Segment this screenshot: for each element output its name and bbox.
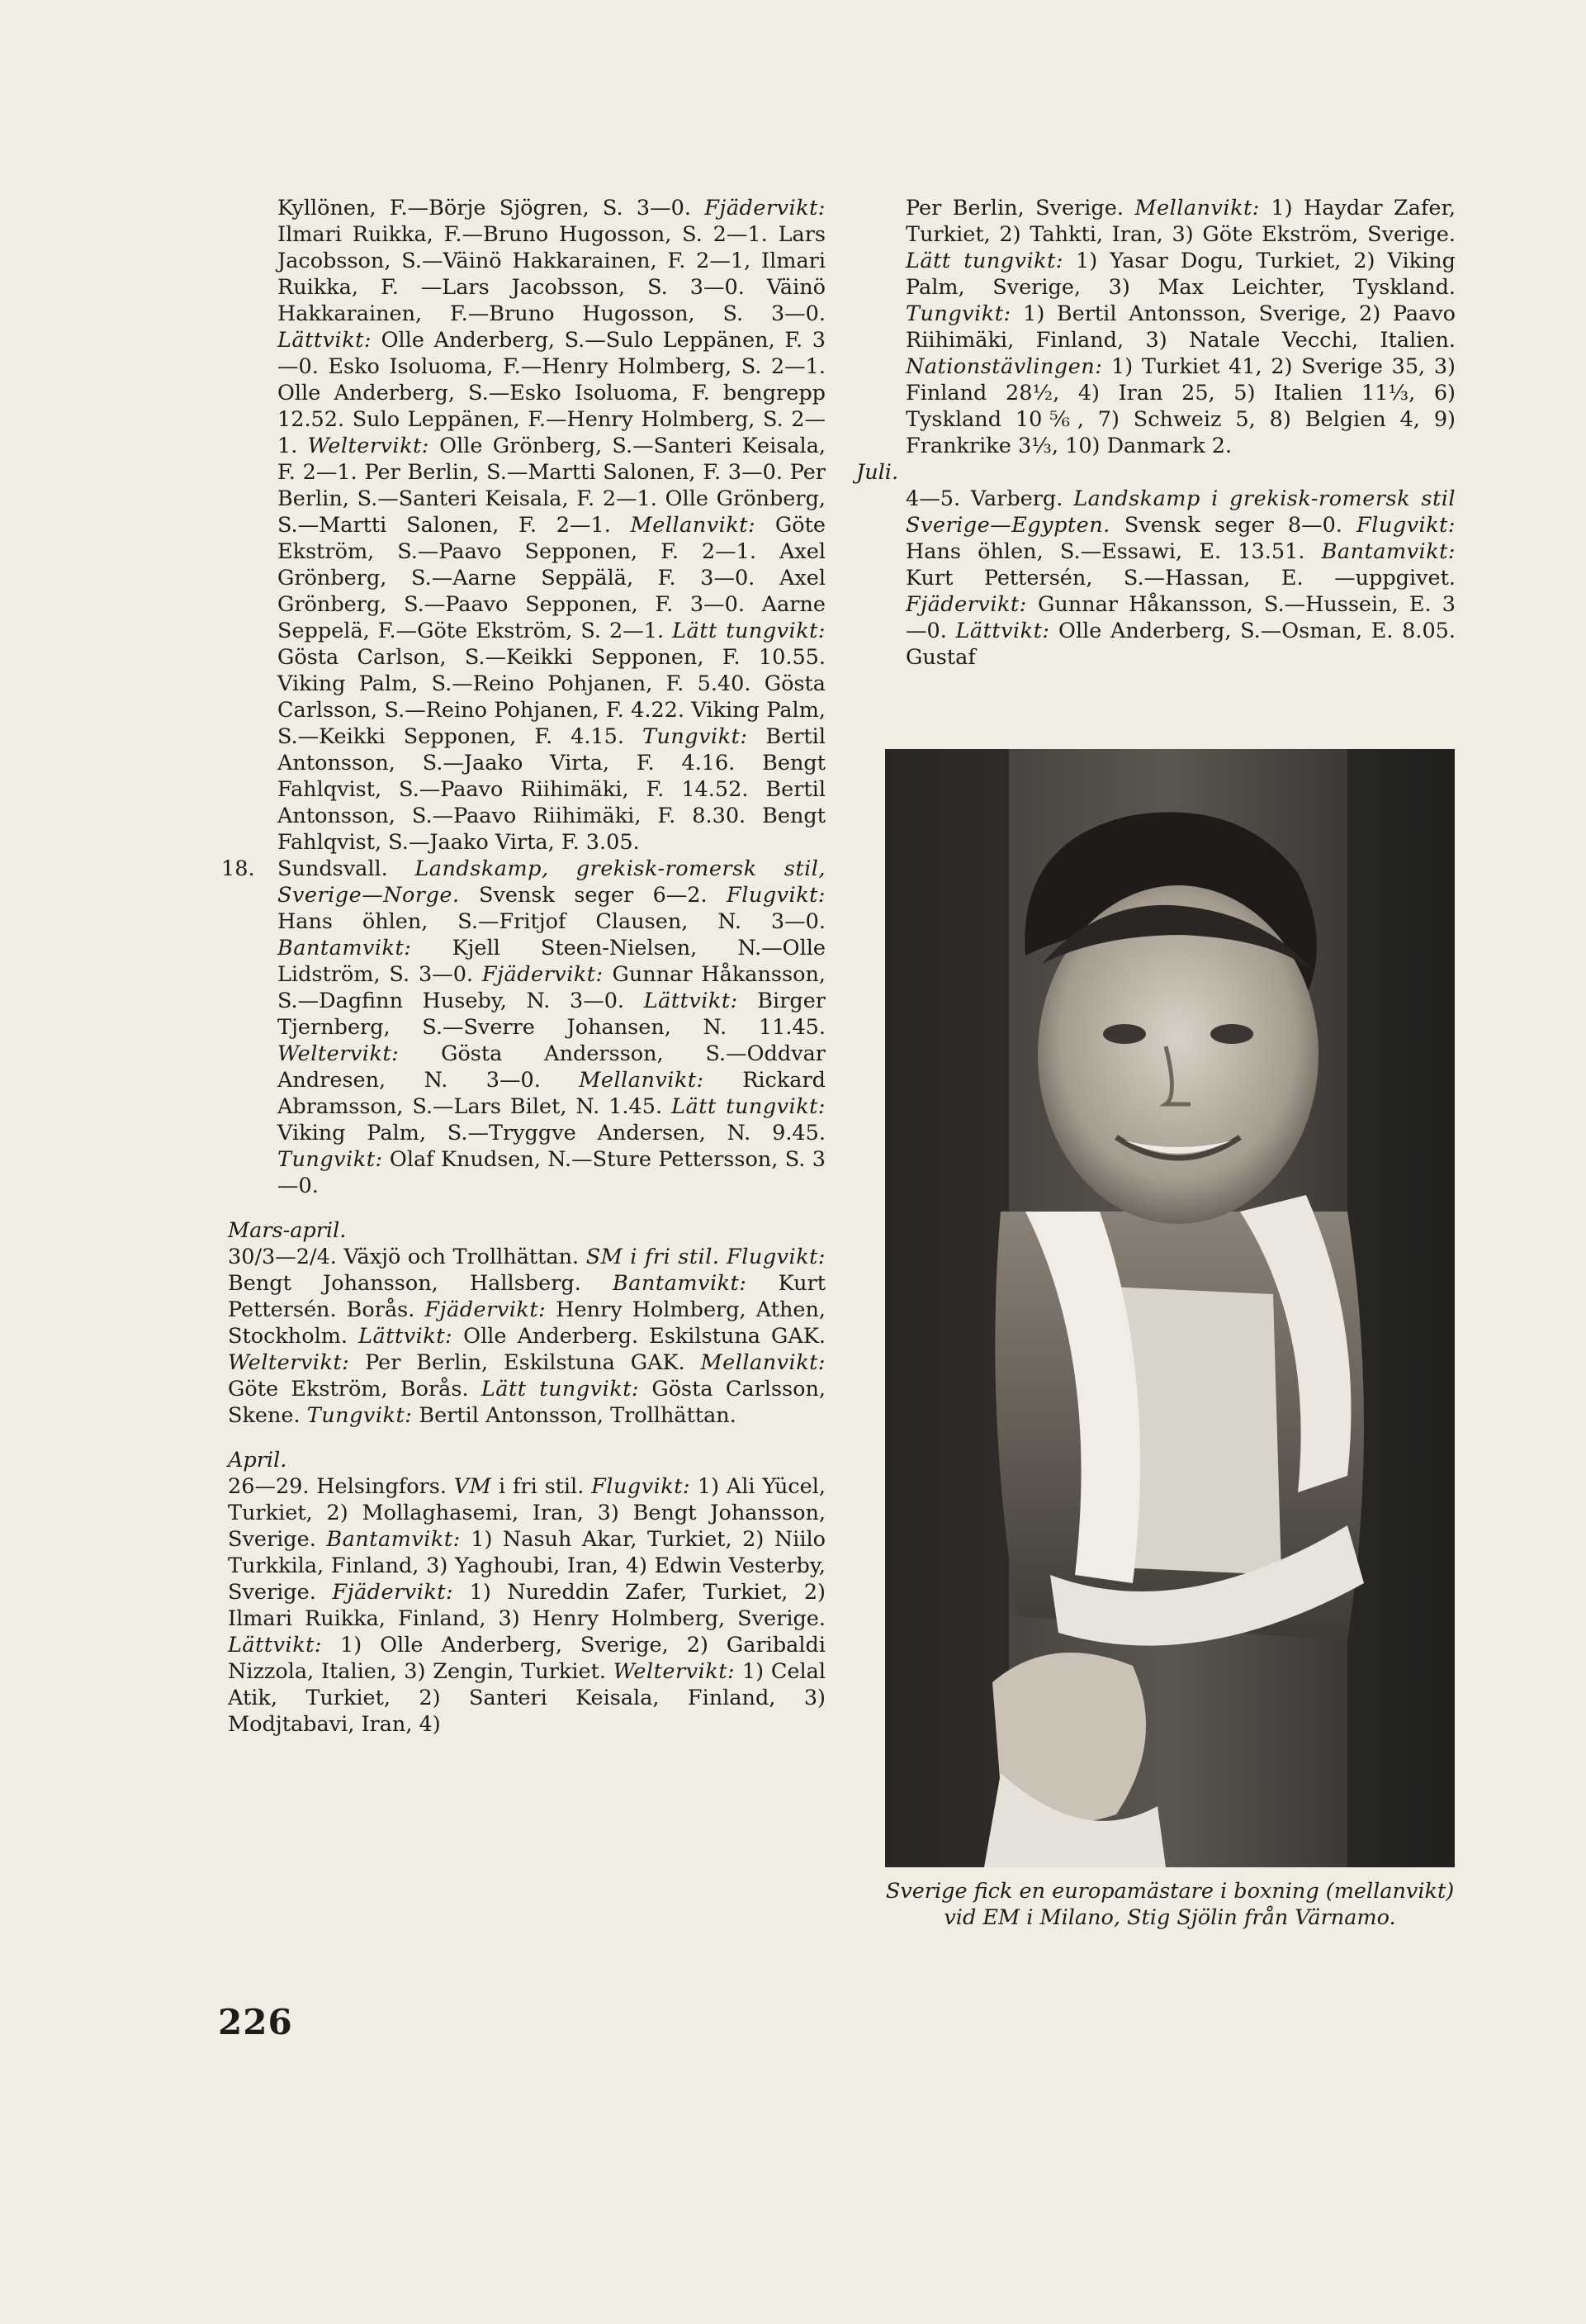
italic-run: Mellanvikt: bbox=[579, 1068, 704, 1093]
text-run: 30/3—2/4. Växjö och Trollhättan. bbox=[228, 1245, 586, 1269]
boxer-photo-image bbox=[885, 749, 1455, 1867]
text-run: Gösta Carlsson, Skene. bbox=[228, 1377, 826, 1428]
text-run: Gösta Andersson, S.—Oddvar Andresen, N. 3—0. bbox=[277, 1041, 826, 1093]
italic-run: Lätt tungvikt: bbox=[671, 1094, 826, 1119]
text-run: Kjell Steen-Nielsen, N.—Olle Lidström, S. 3—0. bbox=[277, 936, 826, 987]
italic-run: Lätt tungvikt: bbox=[672, 619, 826, 643]
text-run: 4—5. Varberg. bbox=[906, 486, 1074, 511]
text-run: Svensk seger 8—0. bbox=[1110, 513, 1357, 538]
italic-run: Lättvikt: bbox=[228, 1633, 322, 1658]
text-run: Bertil Antonsson, S.—Jaako Virta, F. 4.16. Bengt Fahlqvist, S.—Paavo Riihimäki, F. 14.52. Bertil Antonsson, S.—Paavo Riihimäki, F. 8.30. Bengt Fahlqvist, S.—Jaako Virta, F. 3.05. bbox=[277, 724, 826, 855]
text-run: Ilmari Ruikka, F.—Bruno Hugosson, S. 2—1. Lars Jacobsson, S.—Väinö Hakkarainen, F. 2—1, Ilmari Ruikka, F. —Lars Jacobsson, S. 3—0. Väinö Hakkarainen, F.—Bruno Hugosson, S. 3—0. bbox=[277, 222, 826, 326]
month-heading-april: April. bbox=[228, 1448, 287, 1473]
text-run: Olle Anderberg, S.—Sulo Leppänen, F. 3—0. Esko Isoluoma, F.—Henry Holmberg, S. 2—1. Olle Anderberg, S.—Esko Isoluoma, F. bengrepp 12.52. Sulo Leppänen, F.—Henry Holmberg, S. 2—1. bbox=[277, 328, 826, 458]
photo-caption: Sverige fick en europamästare i boxning (mellanvikt) vid EM i Milano, Stig Sjölin från Värnamo. bbox=[885, 1879, 1455, 1930]
italic-run: Landskamp i grekisk-romersk stil Sverige—Egypten. bbox=[906, 486, 1456, 538]
italic-run: Bantamvikt: bbox=[1321, 539, 1456, 564]
italic-run: Lättvikt: bbox=[643, 989, 738, 1013]
italic-run: Tungvikt: bbox=[277, 1147, 383, 1172]
text-run: Bertil Antonsson, Trollhättan. bbox=[412, 1403, 736, 1428]
entry-date: 18. bbox=[221, 856, 255, 881]
italic-run: Lättvikt: bbox=[358, 1324, 453, 1349]
month-heading-mars-april: Mars-april. bbox=[228, 1218, 347, 1243]
text-run: Olle Anderberg, S.—Osman, E. 8.05. Gustaf bbox=[906, 619, 1456, 670]
entry-4-5-varberg bbox=[906, 486, 1456, 671]
text-run: 1) Celal Atik, Turkiet, 2) Santeri Keisala, Finland, 3) Modjtabavi, Iran, 4) bbox=[228, 1659, 826, 1737]
text-run: Kurt Pettersén. Borås. bbox=[228, 1271, 826, 1322]
italic-run: Fjädervikt: bbox=[481, 962, 604, 987]
text-run: Hans öhlen, S.—Essawi, E. 13.51. bbox=[906, 539, 1322, 564]
italic-run: Mellanvikt: bbox=[1134, 196, 1260, 221]
text-run: Per Berlin, Sverige. bbox=[906, 196, 1135, 221]
text-run: Kyllönen, F.—Börje Sjögren, S. 3—0. bbox=[277, 196, 705, 221]
italic-run: Lätt tungvikt: bbox=[481, 1377, 640, 1402]
italic-run: Landskamp, grekisk-romersk stil, Sverige—Norge. bbox=[277, 856, 826, 908]
month-heading-juli: Juli. bbox=[856, 460, 899, 485]
italic-run: Bantamvikt: bbox=[613, 1271, 747, 1296]
text-run bbox=[720, 1245, 727, 1269]
italic-run: Fjädervikt: bbox=[424, 1297, 547, 1322]
italic-run: Weltervikt: bbox=[613, 1659, 736, 1684]
text-run: 1) Bertil Antonsson, Sverige, 2) Paavo Riihimäki, Finland, 3) Natale Vecchi, Italien. bbox=[906, 301, 1456, 353]
text-run: Svensk seger 6—2. bbox=[459, 883, 727, 908]
italic-run: Lättvikt: bbox=[955, 619, 1050, 643]
text-run: Bengt Johansson, Hallsberg. bbox=[228, 1271, 613, 1296]
text-run: Rickard Abramsson, S.—Lars Bilet, N. 1.45. bbox=[277, 1068, 826, 1119]
text-run: 1) Nasuh Akar, Turkiet, 2) Niilo Turkkila, Finland, 3) Yaghoubi, Iran, 4) Edwin Vesterby, Sverige. bbox=[228, 1527, 826, 1605]
italic-run: Mellanvikt: bbox=[630, 513, 756, 538]
text-run: Gunnar Håkansson, S.—Hussein, E. 3—0. bbox=[906, 592, 1456, 643]
text-run: Per Berlin, Eskilstuna GAK. bbox=[349, 1350, 701, 1375]
text-run: 1) Haydar Zafer, Turkiet, 2) Tahkti, Iran, 3) Göte Ekström, Sverige. bbox=[906, 196, 1456, 247]
italic-run: Weltervikt: bbox=[277, 1041, 400, 1066]
text-run: Göte Ekström, Borås. bbox=[228, 1377, 481, 1402]
text-run: Birger Tjernberg, S.—Sverre Johansen, N. 11.45. bbox=[277, 989, 826, 1040]
left-column bbox=[221, 195, 826, 1738]
italic-run: Flugvikt: bbox=[1356, 513, 1456, 538]
italic-run: Lätt tungvikt: bbox=[906, 249, 1063, 273]
italic-run: Mellanvikt: bbox=[700, 1350, 826, 1375]
italic-run: Lättvikt: bbox=[277, 328, 372, 353]
italic-run: Tungvikt: bbox=[906, 301, 1011, 326]
italic-run: Fjädervikt: bbox=[906, 592, 1027, 617]
italic-run: Weltervikt: bbox=[307, 434, 429, 458]
italic-run: Bantamvikt: bbox=[326, 1527, 461, 1552]
text-run: 1) Turkiet 41, 2) Sverige 35, 3) Finland 28½, 4) Iran 25, 5) Italien 11⅓, 6) Tyskland 10⅚, 7) Schweiz 5, 8) Belgien 4, 9) Frankrike 3⅓, 10) Danmark 2. bbox=[906, 354, 1456, 458]
italic-run: Bantamvikt: bbox=[277, 936, 412, 960]
italic-run: Flugvikt: bbox=[727, 1245, 826, 1269]
boxer-photo bbox=[885, 749, 1455, 1867]
entry-30-3-sm bbox=[228, 1244, 826, 1429]
text-run: Viking Palm, S.—Tryggve Andersen, N. 9.45. bbox=[277, 1121, 826, 1145]
italic-run: Fjädervikt: bbox=[704, 196, 826, 221]
italic-run: Tungvikt: bbox=[306, 1403, 413, 1428]
text-run: Gösta Carlson, S.—Keikki Sepponen, F. 10.55. Viking Palm, S.—Reino Pohjanen, F. 5.40. Gösta Carlsson, S.—Reino Pohjanen, F. 4.22. Viking Palm, S.—Keikki Sepponen, F. 4.15. bbox=[277, 645, 826, 749]
text-run: Olle Anderberg. Eskilstuna GAK. bbox=[452, 1324, 826, 1349]
text-run: Henry Holmberg, Athen, Stockholm. bbox=[228, 1297, 826, 1349]
italic-run: Flugvikt: bbox=[727, 883, 826, 908]
text-run: Göte Ekström, S.—Paavo Sepponen, F. 2—1. Axel Grönberg, S.—Aarne Seppälä, F. 3—0. Axel Grönberg, S.—Paavo Sepponen, F. 3—0. Aarne Seppelä, F.—Göte Ekström, S. 2—1. bbox=[277, 513, 826, 643]
entry-18-sundsvall bbox=[221, 856, 826, 1199]
right-column bbox=[856, 195, 1456, 671]
text-run: 1) Ali Yücel, Turkiet, 2) Mollaghasemi, Iran, 3) Bengt Johansson, Sverige. bbox=[228, 1474, 826, 1552]
text-run: 1) Nureddin Zafer, Turkiet, 2) Ilmari Ruikka, Finland, 3) Henry Holmberg, Sverige. bbox=[228, 1580, 826, 1631]
italic-run: Fjädervikt: bbox=[332, 1580, 454, 1605]
text-run: Kurt Pettersén, S.—Hassan, E. —uppgivet. bbox=[906, 566, 1456, 590]
text-run: Gunnar Håkansson, S.—Dagfinn Huseby, N. 3—0. bbox=[277, 962, 826, 1013]
text-run: i fri stil. bbox=[491, 1474, 592, 1499]
page-number: 226 bbox=[218, 2002, 293, 2042]
text-run: 1) Olle Anderberg, Sverige, 2) Garibaldi Nizzola, Italien, 3) Zengin, Turkiet. bbox=[228, 1633, 826, 1684]
entry-text bbox=[277, 856, 826, 1199]
results-paragraph-vm-cont bbox=[906, 195, 1456, 459]
text-run: 1) Yasar Dogu, Turkiet, 2) Viking Palm, Sverige, 3) Max Leichter, Tyskland. bbox=[906, 249, 1456, 300]
italic-run: Weltervikt: bbox=[228, 1350, 350, 1375]
italic-run: Tungvikt: bbox=[642, 724, 748, 749]
entry-26-29-vm bbox=[228, 1473, 826, 1738]
italic-run: VM bbox=[453, 1474, 492, 1499]
italic-run: Flugvikt: bbox=[591, 1474, 691, 1499]
text-run: Sundsvall. bbox=[277, 856, 415, 881]
text-run: Hans öhlen, S.—Fritjof Clausen, N. 3—0. bbox=[277, 909, 826, 934]
italic-run: Nationstävlingen: bbox=[906, 354, 1103, 379]
text-run: 26—29. Helsingfors. bbox=[228, 1474, 454, 1499]
text-run: Olaf Knudsen, N.—Sture Pettersson, S. 3—0. bbox=[277, 1147, 826, 1198]
italic-run: SM i fri stil. bbox=[585, 1245, 720, 1269]
results-paragraph-finland bbox=[277, 195, 826, 856]
text-run: Olle Grönberg, S.—Santeri Keisala, F. 2—1. Per Berlin, S.—Martti Salonen, F. 3—0. Per Berlin, S.—Santeri Keisala, F. 2—1. Olle Grönberg, S.—Martti Salonen, F. 2—1. bbox=[277, 434, 826, 538]
